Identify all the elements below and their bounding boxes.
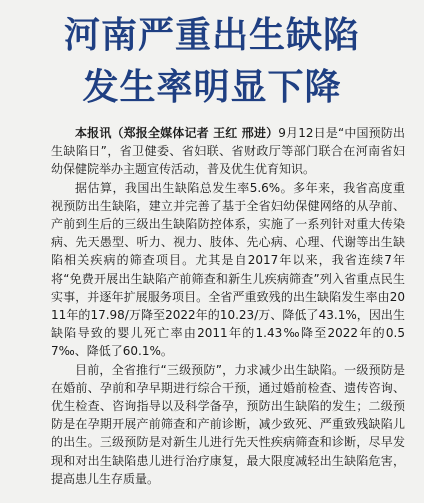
article-byline: （郑报全媒体记者 王红 邢进） <box>111 126 279 140</box>
article-lead: 本报讯 <box>75 126 112 140</box>
headline-line-1: 河南严重出生缺陷 <box>63 15 360 56</box>
paragraph-2: 据估算，我国出生缺陷总发生率5.6%。多年来，我省高度重视预防出生缺陷，建立并完善了基于全省妇幼保健网络的从孕前、产前到生后的三级出生缺陷防控体系，实施了一系列针对重大传染病、先天愚型、听力、视力、肢体、先心病、心理、代谢等出生缺陷相关疾病的筛查项目。尤其是自2017年以来，我省连续7年将“免费开展出生缺陷产前筛查和新生儿疾病筛查”列入省重点民生实事，并逐年扩展服务项目。全省严重致残的出生缺陷发生率由2011年的17.98/万降至2022年的10.23/万、降低了43.1%，因出生缺陷导致的婴儿死亡率由2011年的1.43‰降至2022年的0.57‰、降低了60.1%。 <box>51 180 405 359</box>
paragraph-3: 目前，全省推行“三级预防”，力求减少出生缺陷。一级预防是在婚前、孕前和孕早期进行综合干预，通过婚前检查、遗传咨询、优生检查、咨询指导以及科学备孕，预防出生缺陷的发生；二级预防是在孕期开展产前筛查和产前诊断，减少致死、严重致残缺陷儿的出生。三级预防是对新生儿进行先天性疾病筛查和诊断，尽早发现和对出生缺陷患儿进行治疗康复，最大限度减轻出生缺陷危害，提高患儿生存质量。 <box>51 362 405 486</box>
article-body <box>51 124 405 488</box>
paragraph-1 <box>51 124 405 179</box>
headline-line-2: 发生率明显下降 <box>82 67 342 108</box>
paragraph-1-text: 9月12日是“中国预防出生缺陷日”，省卫健委、省妇联、省财政厅等部门联合在河南省妇幼保健院举办主题宣传活动，普及优生优育知识。 <box>51 126 405 177</box>
